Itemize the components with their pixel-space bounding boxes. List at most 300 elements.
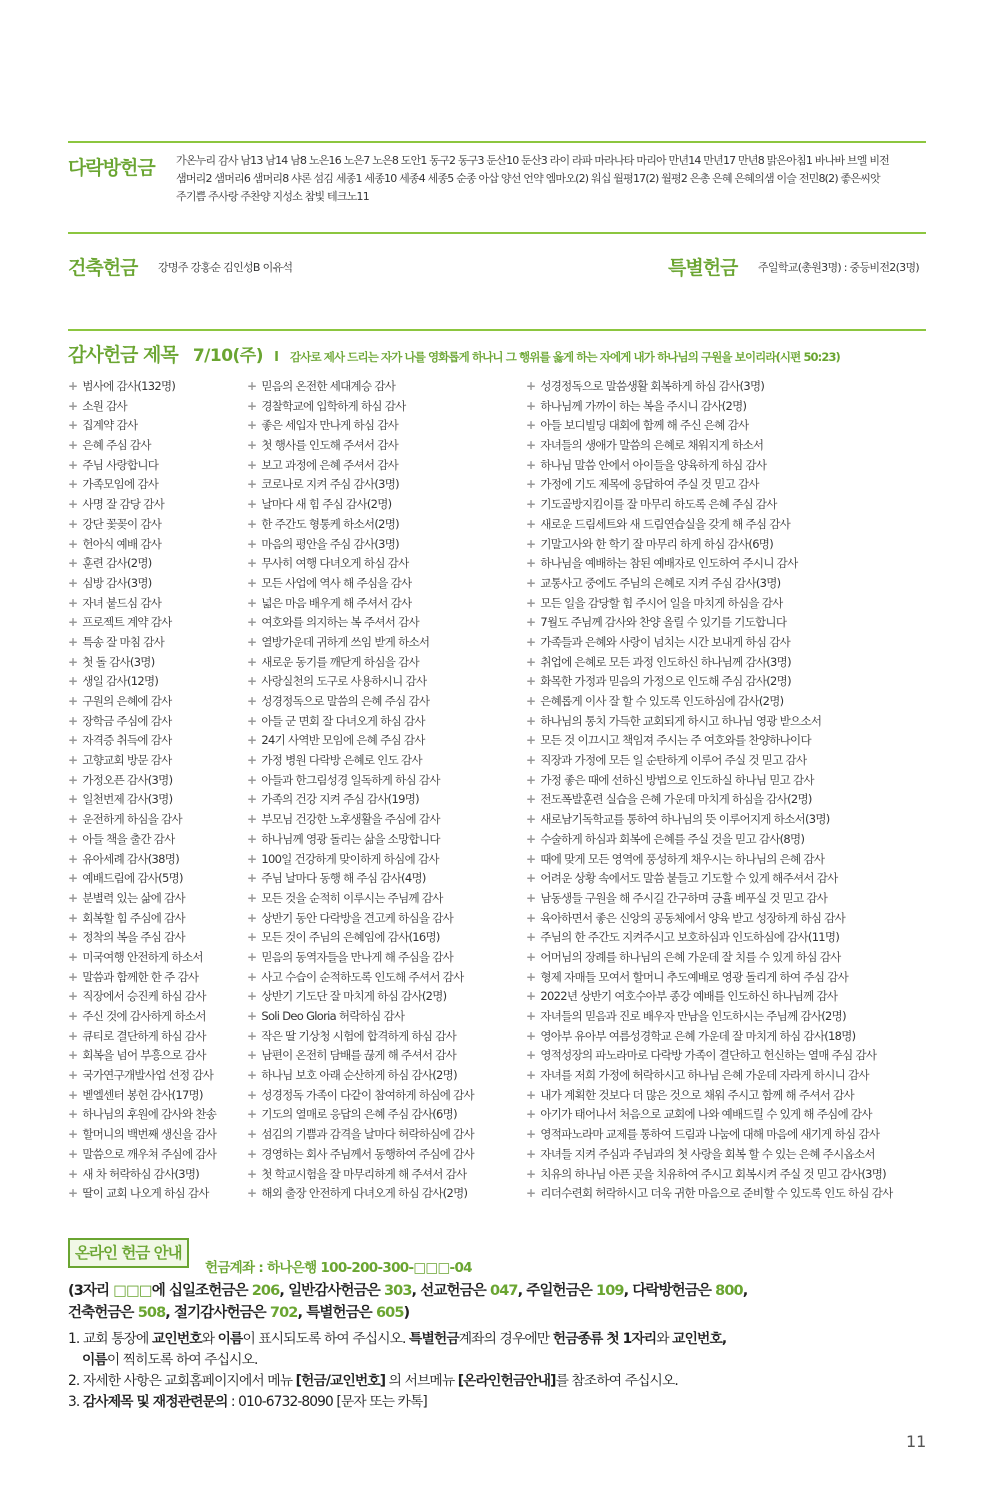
gamsa-item-text: 모든 사업에 역사 해 주심을 감사 [261, 575, 412, 590]
gamsa-item [68, 731, 216, 751]
note-text: 3. [68, 1394, 83, 1410]
gamsa-separator: I [274, 350, 279, 365]
gamsa-item-text: 믿음의 온전한 세대계승 감사 [261, 379, 396, 393]
gamsa-item-text: 하나님을 예배하는 참된 예배자로 인도하여 주시니 감사 [540, 556, 798, 571]
code-sunday: 109 [596, 1283, 624, 1299]
gamsa-item [247, 1184, 474, 1204]
darak-body [176, 152, 931, 206]
plus-icon: + [247, 654, 257, 669]
plus-icon: + [526, 379, 536, 393]
gamsa-header [68, 340, 840, 366]
plus-icon: + [526, 792, 536, 807]
gamsa-item [247, 771, 474, 791]
gamsa-item-text: 가정 병원 다락방 은혜로 인도 감사 [261, 753, 422, 768]
gamsa-item-text: 소원 감사 [82, 398, 127, 413]
gamsa-item-text: 가족들과 은혜와 사랑이 넘치는 시간 보내게 하심 감사 [540, 634, 791, 649]
gamsa-item [68, 1007, 216, 1027]
gamsa-item-text: 사랑실천의 도구로 사용하시니 감사 [261, 674, 427, 689]
gamsa-item [68, 1046, 216, 1066]
gamsa-item-text: 하나님의 후원에 감사와 찬송 [82, 1107, 217, 1122]
plus-icon: + [247, 949, 257, 964]
plus-icon: + [247, 634, 257, 649]
gamsa-item [526, 968, 893, 988]
gamsa-item-text: 주님의 한 주간도 지켜주시고 보호하심과 인도하심에 감사(11명) [540, 930, 840, 945]
gamsa-item-text: 딸이 교회 나오게 하심 감사 [82, 1186, 209, 1201]
gamsa-item [68, 475, 216, 495]
gamsa-item-text: 직장에서 승진케 하심 감사 [82, 989, 206, 1004]
gamsa-item [68, 869, 216, 889]
gamsa-item [526, 731, 893, 751]
codes-text: , 특별헌금은 [297, 1305, 376, 1321]
codes-text: (3자리 [68, 1283, 114, 1299]
gamsa-item [68, 850, 216, 870]
gamsa-item-text: 아들 책을 출간 감사 [82, 831, 175, 846]
gamsa-item [526, 475, 893, 495]
plus-icon: + [68, 1068, 78, 1083]
gamsa-item [526, 1145, 893, 1165]
gamsa-item-text: 예배드림에 감사(5명) [82, 871, 183, 886]
plus-icon: + [68, 1028, 78, 1043]
plus-icon: + [247, 1166, 257, 1181]
gamsa-item [68, 928, 216, 948]
plus-icon: + [247, 890, 257, 905]
gamsa-item-text: 가정오픈 감사(3명) [82, 772, 173, 787]
plus-icon: + [247, 379, 257, 393]
codes-line-1 [68, 1280, 747, 1302]
gamsa-item-text: 큐티로 결단하게 하심 감사 [82, 1028, 206, 1043]
plus-icon: + [68, 674, 78, 689]
gamsa-item-text: 형제 자매들 모여서 할머니 추도예배로 영광 돌리게 하여 주심 감사 [540, 969, 848, 984]
gamsa-item [68, 712, 216, 732]
gamsa-item-text: 범사에 감사(132명) [82, 379, 176, 393]
gamsa-item-text: 아들 보디빌딩 대회에 함께 해 주신 은혜 감사 [540, 418, 749, 433]
gamsa-item-text: 자녀들의 믿음과 진로 배우자 만남을 인도하시는 주님께 감사(2명) [540, 1009, 846, 1023]
gamsa-item-text: 할머니의 백번째 생신을 감사 [82, 1127, 217, 1142]
gamsa-item-text: 상반기 기도단 잘 마치게 하심 감사(2명) [261, 989, 447, 1004]
plus-icon: + [68, 851, 78, 866]
code-box: □□□ [113, 1283, 152, 1299]
plus-icon: + [68, 556, 78, 571]
gamsa-item [68, 948, 216, 968]
gamsa-item-text: 하나님 보호 아래 순산하게 하심 감사(2명) [261, 1068, 457, 1083]
plus-icon: + [68, 615, 78, 630]
plus-icon: + [526, 772, 536, 787]
gamsa-item [526, 1165, 893, 1185]
gamsa-item-text: 자녀들 지켜 주심과 주님과의 첫 사랑을 회복 할 수 있는 은혜 주시옵소서 [540, 1146, 875, 1161]
gamsa-item [526, 987, 893, 1007]
gamsa-item [247, 928, 474, 948]
note-bold: 이름 [82, 1352, 107, 1368]
gamsa-item-text: 한 주간도 형통케 하소서(2명) [261, 516, 399, 531]
gamsa-item [526, 692, 893, 712]
plus-icon: + [247, 1087, 257, 1102]
gamsa-item-text: 특송 잘 마침 감사 [82, 634, 165, 649]
gamsa-item [526, 574, 893, 594]
code-seasonal: 702 [269, 1305, 298, 1321]
rule-top [68, 141, 926, 143]
gamsa-item-text: 코로나로 지켜 주심 감사(3명) [261, 477, 399, 492]
gamsa-item-text: 하나님께 가까이 하는 복을 주시니 감사(2명) [540, 398, 747, 413]
plus-icon: + [68, 713, 78, 728]
gamsa-item [247, 869, 474, 889]
plus-icon: + [526, 949, 536, 964]
plus-icon: + [526, 733, 536, 748]
building-text: 강명주 강홍순 김인성B 이유석 [158, 261, 293, 274]
gamsa-item-text: 구원의 은혜에 감사 [82, 694, 172, 708]
code-general: 303 [383, 1283, 412, 1299]
gamsa-item [247, 672, 474, 692]
gamsa-item-text: 하나님의 통치 가득한 교회되게 하시고 하나님 영광 받으소서 [540, 713, 822, 728]
plus-icon: + [247, 595, 257, 610]
gamsa-item [247, 554, 474, 574]
codes-text: 건축헌금은 [68, 1305, 138, 1321]
gamsa-item [247, 1105, 474, 1125]
plus-icon: + [247, 1107, 257, 1122]
gamsa-item-text: 육아하면서 좋은 신앙의 공동체에서 양육 받고 성장하게 하심 감사 [540, 910, 846, 925]
plus-icon: + [68, 890, 78, 905]
code-building: 508 [137, 1305, 166, 1321]
gamsa-item [247, 436, 474, 456]
gamsa-item [526, 850, 893, 870]
gamsa-item-text: 강단 꽃꽂이 감사 [82, 516, 162, 531]
gamsa-item [526, 1105, 893, 1125]
plus-icon: + [68, 1166, 78, 1181]
gamsa-item [247, 475, 474, 495]
gamsa-item [68, 1145, 216, 1165]
gamsa-item [68, 633, 216, 653]
gamsa-item [68, 672, 216, 692]
gamsa-item-text: 여호와를 의지하는 복 주셔서 감사 [261, 615, 419, 630]
gamsa-item-text: 분별력 있는 삶에 감사 [82, 890, 185, 905]
plus-icon: + [526, 1009, 536, 1023]
note-text: 2. 자세한 사항은 교회홈페이지에서 메뉴 [68, 1373, 296, 1389]
gamsa-item-text: 영적파노라마 교제를 통하여 드림과 나눔에 대해 마음에 새기게 하심 감사 [540, 1127, 880, 1142]
gamsa-item-text: 치유의 하나님 아픈 곳을 치유하여 주시고 회복시켜 주실 것 믿고 감사(3명) [540, 1166, 886, 1181]
plus-icon: + [247, 871, 257, 886]
plus-icon: + [68, 477, 78, 492]
rule-building [68, 232, 926, 234]
plus-icon: + [247, 438, 257, 453]
gamsa-item-text: 프로젝트 계약 감사 [82, 615, 172, 630]
account-info: 헌금계좌 : 하나은행 100-200-300-□□□-04 [205, 1260, 472, 1276]
gamsa-item-text: 새 차 허락하심 감사(3명) [82, 1166, 200, 1181]
plus-icon: + [247, 772, 257, 787]
plus-icon: + [68, 575, 78, 590]
gamsa-item-text: 아들과 한그림성경 일독하게 하심 감사 [261, 772, 440, 787]
codes-text: , 절기감사헌금은 [165, 1305, 270, 1321]
gamsa-item [247, 1007, 474, 1027]
plus-icon: + [68, 949, 78, 964]
note-text: 이 찍히도록 하여 주십시오. [106, 1352, 258, 1368]
codes-text: , 다락방헌금은 [623, 1283, 716, 1299]
note-text: 와 [201, 1331, 218, 1347]
plus-icon: + [526, 634, 536, 649]
gamsa-item [526, 397, 893, 417]
gamsa-item-text: 어머님의 장례를 하나님의 은혜 가운데 잘 치를 수 있게 하심 감사 [540, 949, 841, 964]
codes-line-2 [68, 1302, 409, 1324]
gamsa-item-text: 성경정독 가족이 다같이 참여하게 하심에 감사 [261, 1087, 474, 1102]
gamsa-item [247, 1027, 474, 1047]
gamsa-item-text: 자녀 붙드심 감사 [82, 595, 162, 610]
gamsa-item-text: 좋은 세입자 만나게 하심 감사 [261, 418, 399, 433]
gamsa-item-text: 사명 잘 감당 감사 [82, 497, 165, 512]
gamsa-item-text: 전도폭발훈련 실습을 은혜 가운데 마치게 하심을 감사(2명) [540, 792, 812, 807]
gamsa-item-text: 새로남기독학교를 통하여 하나님의 뜻 이루어지게 하소서(3명) [540, 812, 830, 827]
gamsa-item [526, 948, 893, 968]
gamsa-item [68, 397, 216, 417]
gamsa-item-text: 넓은 마음 배우게 해 주셔서 감사 [261, 595, 412, 610]
gamsa-item-text: 리더수련회 허락하시고 더욱 귀한 마음으로 준비할 수 있도록 인도 하심 감사 [540, 1186, 893, 1201]
gamsa-item [247, 1125, 474, 1145]
plus-icon: + [526, 989, 536, 1004]
plus-icon: + [68, 497, 78, 512]
gamsa-item [68, 987, 216, 1007]
plus-icon: + [526, 851, 536, 866]
plus-icon: + [247, 1009, 257, 1023]
gamsa-item-text: 때에 맞게 모든 영역에 풍성하게 채우시는 하나님의 은혜 감사 [540, 851, 825, 866]
plus-icon: + [526, 831, 536, 846]
gamsa-item-text: 상반기 동안 다락방을 견고케 하심을 감사 [261, 910, 454, 925]
gamsa-item [526, 1046, 893, 1066]
gamsa-item-text: 새로운 동기를 깨닫게 하심을 감사 [261, 654, 419, 669]
gamsa-item-text: 미국여행 안전하게 하소서 [82, 949, 203, 964]
note-1 [68, 1328, 726, 1350]
plus-icon: + [247, 457, 257, 472]
gamsa-item-text: 남편이 온전히 담배를 끊게 해 주셔서 감사 [261, 1048, 457, 1063]
note-3 [68, 1391, 427, 1413]
plus-icon: + [247, 516, 257, 531]
code-special: 605 [375, 1305, 404, 1321]
plus-icon: + [247, 694, 257, 708]
gamsa-item [247, 1046, 474, 1066]
gamsa-item-text: 성경정독으로 말씀의 은혜 주심 감사 [261, 694, 430, 708]
gamsa-item-text: 은혜 주심 감사 [82, 438, 151, 453]
gamsa-item-text: 남동생들 구원을 해 주시길 간구하며 긍휼 베푸실 것 믿고 감사 [540, 890, 828, 905]
plus-icon: + [526, 1186, 536, 1201]
gamsa-item-text: 영적성장의 파노라마로 다락방 가족이 결단하고 헌신하는 열매 주심 감사 [540, 1048, 877, 1063]
plus-icon: + [247, 556, 257, 571]
plus-icon: + [68, 379, 78, 393]
gamsa-item-text: 작은 딸 기상청 시험에 합격하게 하심 감사 [261, 1028, 457, 1043]
plus-icon: + [526, 753, 536, 768]
plus-icon: + [526, 812, 536, 827]
gamsa-item [526, 495, 893, 515]
gamsa-item [68, 751, 216, 771]
gamsa-item [247, 456, 474, 476]
plus-icon: + [247, 575, 257, 590]
plus-icon: + [68, 831, 78, 846]
gamsa-item [247, 712, 474, 732]
gamsa-item-text: 섬김의 기쁨과 감격을 날마다 허락하심에 감사 [261, 1127, 474, 1142]
plus-icon: + [68, 792, 78, 807]
note-bold: 특별헌금 [409, 1331, 459, 1347]
plus-icon: + [68, 595, 78, 610]
plus-icon: + [526, 871, 536, 886]
gamsa-item [68, 1086, 216, 1106]
gamsa-item [526, 1086, 893, 1106]
gamsa-item-text: 사고 수습이 순적하도록 인도해 주셔서 감사 [261, 969, 464, 984]
note-bold: [온라인헌금안내] [457, 1373, 556, 1389]
note-text: 이 표시되도록 하여 주십시오. [242, 1331, 410, 1347]
gamsa-item [68, 771, 216, 791]
gamsa-item [68, 535, 216, 555]
note-bold: 교인번호 [151, 1331, 202, 1347]
gamsa-item [247, 1145, 474, 1165]
gamsa-title: 감사헌금 제목 [68, 344, 178, 366]
gamsa-item [526, 928, 893, 948]
gamsa-item [68, 594, 216, 614]
plus-icon: + [526, 1048, 536, 1063]
plus-icon: + [68, 438, 78, 453]
gamsa-date: 7/10(주) [192, 346, 263, 366]
code-darak: 800 [715, 1283, 743, 1299]
gamsa-item-text: 유아세례 감사(38명) [82, 851, 179, 866]
gamsa-item [526, 653, 893, 673]
gamsa-item [526, 456, 893, 476]
gamsa-item [68, 554, 216, 574]
note-2 [68, 1370, 678, 1392]
plus-icon: + [247, 674, 257, 689]
plus-icon: + [247, 851, 257, 866]
plus-icon: + [68, 536, 78, 551]
plus-icon: + [68, 654, 78, 669]
plus-icon: + [68, 910, 78, 925]
gamsa-item-text: 100일 건강하게 맞이하게 하심에 감사 [261, 851, 439, 866]
gamsa-item [247, 909, 474, 929]
gamsa-item-text: 헌아식 예배 감사 [82, 536, 162, 551]
gamsa-item-text: 화목한 가정과 믿음의 가정으로 인도해 주심 감사(2명) [540, 674, 791, 689]
gamsa-item-text: 2022년 상반기 여호수아부 종강 예배를 인도하신 하나님께 감사 [540, 989, 838, 1004]
gamsa-item [526, 889, 893, 909]
gamsa-item [247, 790, 474, 810]
plus-icon: + [68, 812, 78, 827]
gamsa-item-text: 하나님께 영광 돌리는 삶을 소망합니다 [261, 831, 440, 846]
plus-icon: + [526, 930, 536, 945]
gamsa-item [526, 1184, 893, 1204]
gamsa-item-text: 집계약 감사 [82, 418, 138, 433]
gamsa-item-text: 아들 군 면회 잘 다녀오게 하심 감사 [261, 713, 425, 728]
gamsa-item [247, 810, 474, 830]
gamsa-item-text: 자격증 취득에 감사 [82, 733, 172, 748]
gamsa-item-text: 보고 과정에 은혜 주셔서 감사 [261, 457, 399, 472]
gamsa-item-text: 가족의 건강 지켜 주심 감사(19명) [261, 792, 419, 807]
plus-icon: + [526, 713, 536, 728]
plus-icon: + [526, 1068, 536, 1083]
gamsa-item [247, 574, 474, 594]
plus-icon: + [247, 536, 257, 551]
gamsa-item-text: Soli Deo Gloria 허락하심 감사 [261, 1009, 405, 1023]
gamsa-item [68, 495, 216, 515]
gamsa-item [526, 633, 893, 653]
gamsa-item-text: 국가연구개발사업 선정 감사 [82, 1068, 214, 1083]
codes-text: , 주일헌금은 [517, 1283, 597, 1299]
plus-icon: + [526, 1166, 536, 1181]
gamsa-item-text: 직장과 가정에 모든 일 순탄하게 이루어 주실 것 믿고 감사 [540, 753, 807, 768]
plus-icon: + [68, 1127, 78, 1142]
gamsa-item [526, 535, 893, 555]
gamsa-item-text: 가족모임에 감사 [82, 477, 159, 492]
plus-icon: + [68, 1009, 78, 1023]
gamsa-item [247, 515, 474, 535]
gamsa-item [247, 850, 474, 870]
gamsa-item [526, 594, 893, 614]
plus-icon: + [68, 871, 78, 886]
gamsa-item-text: 주님 날마다 동행 해 주심 감사(4명) [261, 871, 426, 886]
plus-icon: + [526, 438, 536, 453]
gamsa-item [247, 653, 474, 673]
plus-icon: + [247, 477, 257, 492]
gamsa-item [68, 416, 216, 436]
gamsa-item [526, 436, 893, 456]
gamsa-item-text: 해외 출장 안전하게 다녀오게 하심 감사(2명) [261, 1186, 468, 1201]
gamsa-item-text: 기도의 열매로 응답의 은혜 주심 감사(6명) [261, 1107, 457, 1122]
gamsa-item [526, 751, 893, 771]
gamsa-item [68, 1125, 216, 1145]
plus-icon: + [68, 1107, 78, 1122]
plus-icon: + [68, 457, 78, 472]
gamsa-item-text: 첫 학교시험을 잘 마무리하게 해 주셔서 감사 [261, 1166, 467, 1181]
gamsa-item [68, 810, 216, 830]
gamsa-item [247, 1066, 474, 1086]
codes-text: , [742, 1283, 748, 1299]
plus-icon: + [247, 497, 257, 512]
gamsa-item [68, 1066, 216, 1086]
gamsa-item [526, 771, 893, 791]
note-text: 의 서브메뉴 [385, 1373, 458, 1389]
plus-icon: + [526, 910, 536, 925]
gamsa-item-text: 주님 사랑합니다 [82, 457, 159, 472]
gamsa-item-text: 은혜롭게 이사 잘 할 수 있도록 인도하심에 감사(2명) [540, 694, 784, 708]
plus-icon: + [526, 674, 536, 689]
note-text: 와 [656, 1331, 673, 1347]
gamsa-item-text: 운전하게 하심을 감사 [82, 812, 182, 827]
gamsa-item-text: 회복할 힘 주심에 감사 [82, 910, 185, 925]
plus-icon: + [526, 1146, 536, 1161]
gamsa-item [247, 948, 474, 968]
gamsa-item-text: 어려운 상황 속에서도 말씀 붙들고 기도할 수 있게 해주셔서 감사 [540, 871, 838, 886]
gamsa-item [247, 987, 474, 1007]
plus-icon: + [68, 418, 78, 433]
gamsa-column-3 [526, 377, 893, 1204]
plus-icon: + [247, 989, 257, 1004]
plus-icon: + [526, 1127, 536, 1142]
gamsa-item [68, 830, 216, 850]
gamsa-column-2 [247, 377, 474, 1204]
gamsa-item-text: 생일 감사(12명) [82, 674, 159, 689]
plus-icon: + [526, 575, 536, 590]
gamsa-item [247, 613, 474, 633]
gamsa-item [526, 869, 893, 889]
codes-text: , 일반감사헌금은 [279, 1283, 384, 1299]
gamsa-item [526, 613, 893, 633]
gamsa-item-text: 자녀들의 생애가 말씀의 은혜로 채워지게 하소서 [540, 438, 764, 453]
gamsa-item-text: 자녀를 저희 가정에 허락하시고 하나님 은혜 가운데 자라게 하시니 감사 [540, 1068, 869, 1083]
gamsa-item [526, 1007, 893, 1027]
gamsa-item [247, 830, 474, 850]
plus-icon: + [526, 457, 536, 472]
plus-icon: + [68, 694, 78, 708]
gamsa-item [247, 889, 474, 909]
plus-icon: + [68, 1186, 78, 1201]
plus-icon: + [526, 1087, 536, 1102]
plus-icon: + [68, 1146, 78, 1161]
gamsa-item-text: 회복을 넘어 부흥으로 감사 [82, 1048, 206, 1063]
gamsa-item [247, 692, 474, 712]
gamsa-item-text: 수술하게 하심과 회복에 은혜를 주실 것을 믿고 감사(8명) [540, 831, 805, 846]
gamsa-item [526, 515, 893, 535]
gamsa-item [68, 574, 216, 594]
plus-icon: + [247, 1048, 257, 1063]
